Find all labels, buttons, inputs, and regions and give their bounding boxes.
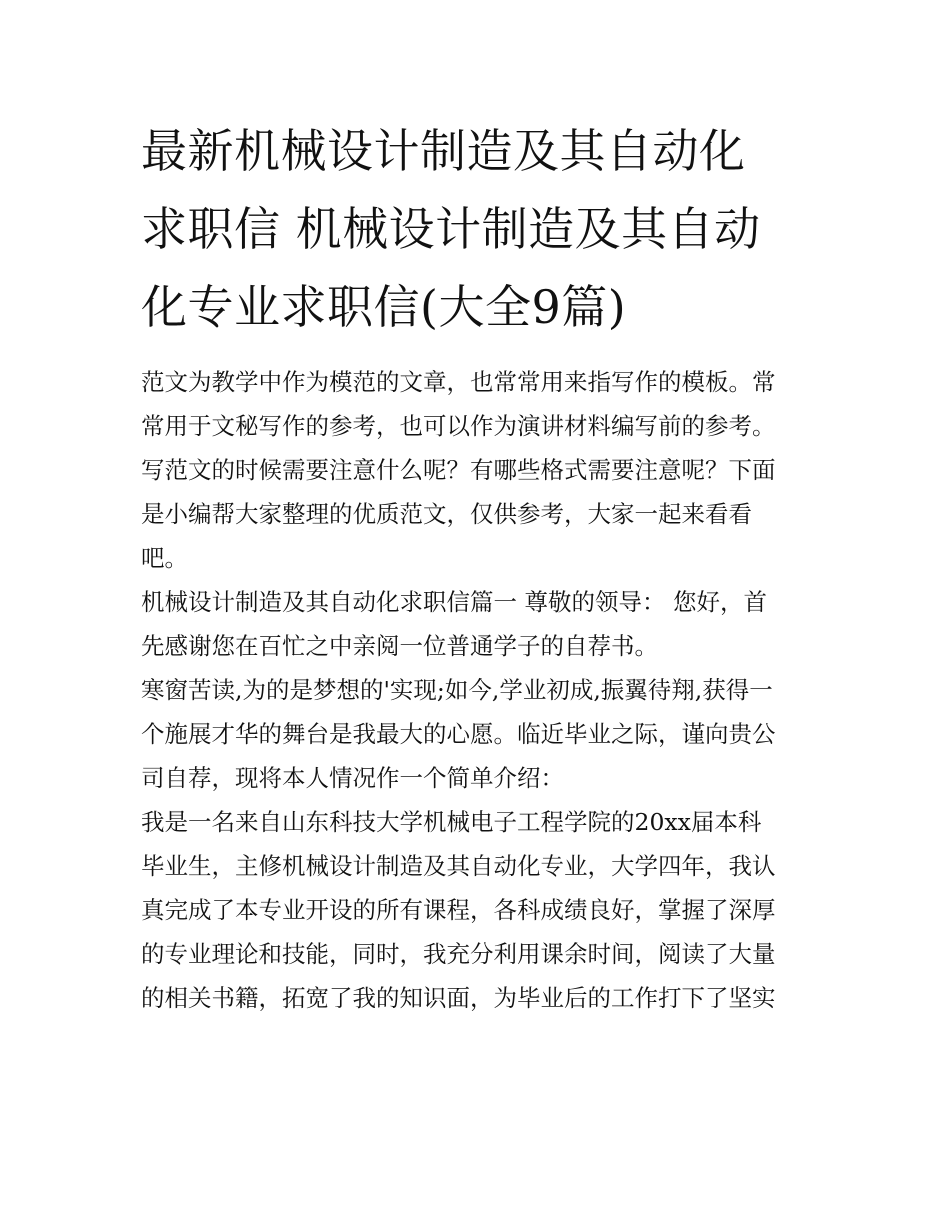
title-line: 最新机械设计制造及其自动化 xyxy=(141,124,746,178)
document-page xyxy=(141,112,813,1020)
text-line: 范文为教学中作为模范的文章，也常常用来指写作的模板。常 xyxy=(141,368,776,396)
text-line: 机械设计制造及其自动化求职信篇一 尊敬的领导： 您好，首 xyxy=(141,588,767,616)
title-line: 求职信 机械设计制造及其自动 xyxy=(141,202,761,256)
text-line: 的相关书籍，拓宽了我的知识面，为毕业后的工作打下了坚实 xyxy=(141,984,776,1012)
text-line: 的专业理论和技能，同时，我充分利用课余时间，阅读了大量 xyxy=(141,940,776,968)
text-line: 先感谢您在百忙之中亲阅一位普通学子的自荐书。 xyxy=(141,632,658,660)
text-line: 个施展才华的舞台是我最大的心愿。临近毕业之际，谨向贵公 xyxy=(141,720,776,748)
text-line: 是小编帮大家整理的优质范文，仅供参考，大家一起来看看 xyxy=(141,500,752,528)
document-body xyxy=(141,360,813,1020)
text-line: 吧。 xyxy=(141,544,188,572)
intro-paragraph xyxy=(141,360,813,580)
text-line: 司自荐，现将本人情况作一个简单介绍： xyxy=(141,764,564,792)
title-line: 化专业求职信(大全9篇) xyxy=(141,280,627,334)
text-line: 我是一名来自山东科技大学机械电子工程学院的20xx届本科 xyxy=(141,808,762,836)
text-line: 毕业生，主修机械设计制造及其自动化专业，大学四年，我认 xyxy=(141,852,776,880)
text-line: 寒窗苦读,为的是梦想的'实现;如今,学业初成,振翼待翔,获得一 xyxy=(141,676,773,704)
background-paragraph xyxy=(141,800,813,1020)
motivation-paragraph xyxy=(141,668,813,800)
text-line: 真完成了本专业开设的所有课程，各科成绩良好，掌握了深厚 xyxy=(141,896,776,924)
text-line: 常用于文秘写作的参考，也可以作为演讲材料编写前的参考。 xyxy=(141,412,776,440)
document-title xyxy=(141,112,813,346)
greeting-paragraph xyxy=(141,580,813,668)
text-line: 写范文的时候需要注意什么呢？有哪些格式需要注意呢？下面 xyxy=(141,456,776,484)
